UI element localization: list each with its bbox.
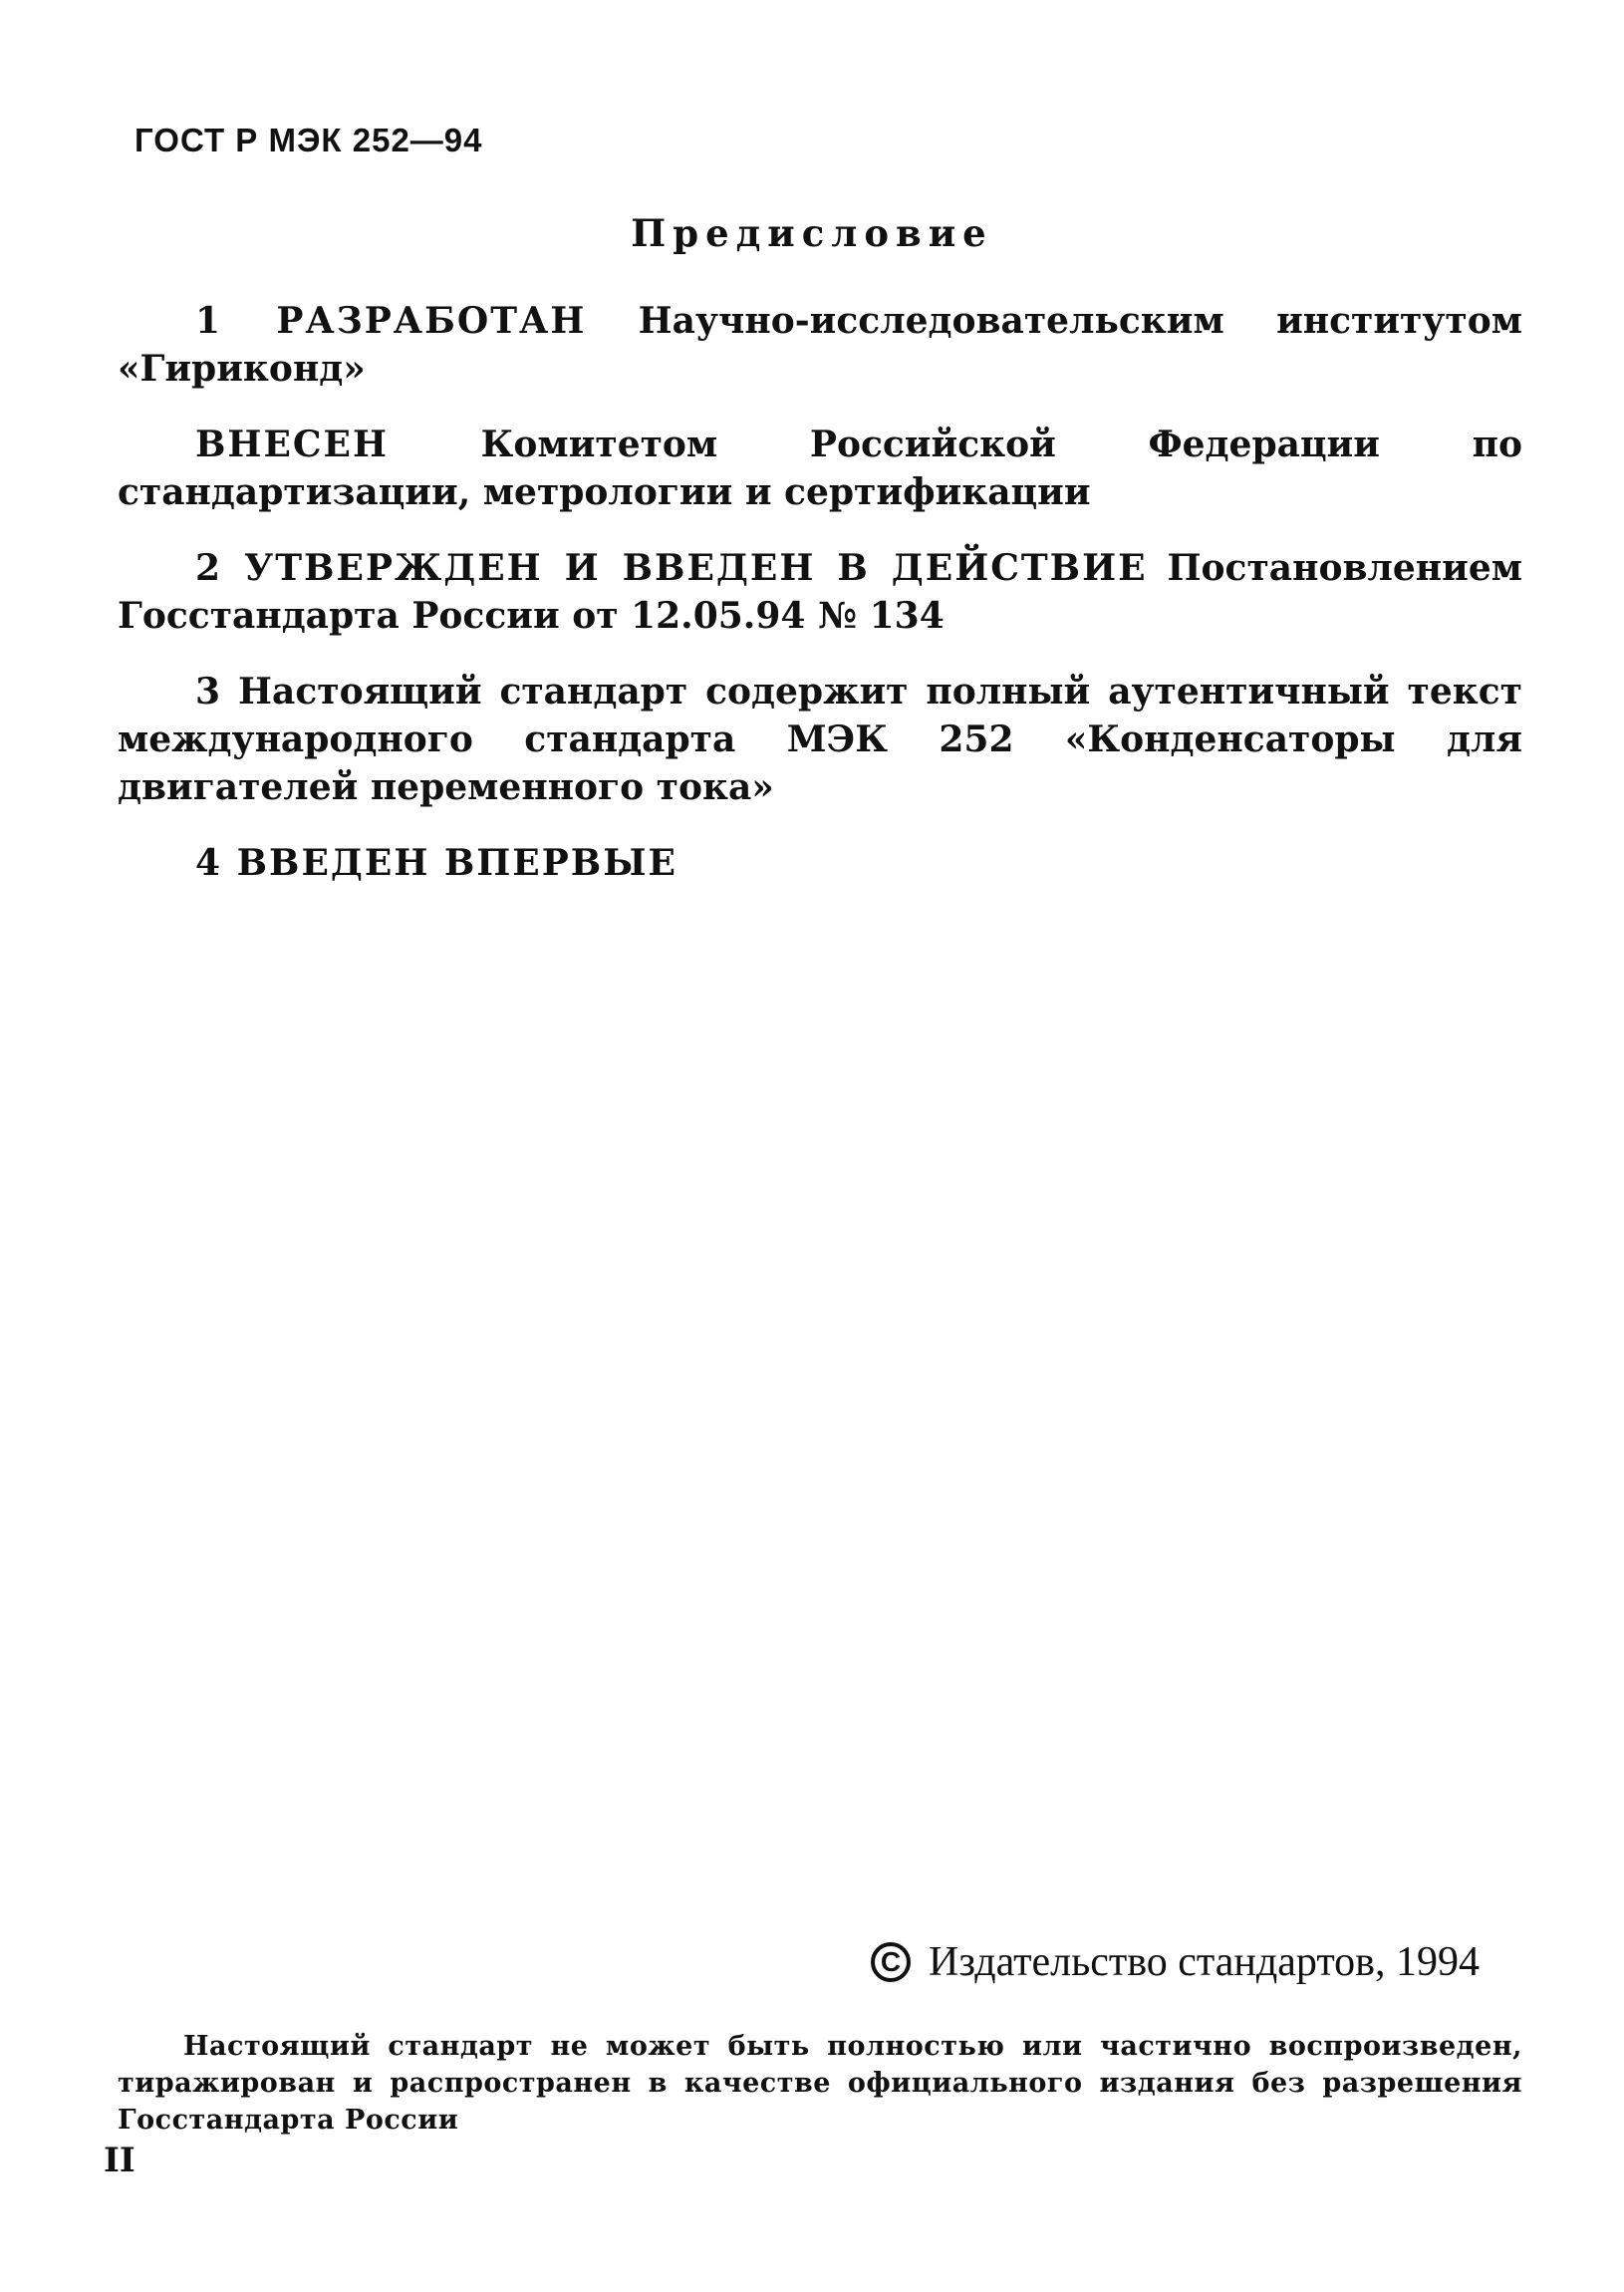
paragraph-developed	[118, 297, 1522, 393]
paragraph-lead: 4 ВВЕДЕН ВПЕРВЫЕ	[195, 842, 677, 884]
paragraph-text: Научно-исследовательским институтом «Гириконд»	[118, 300, 1522, 390]
copyright-line	[871, 1938, 1480, 1986]
paragraph-text: Комитетом Российской Федерации по стандартизации, метрологии и сертификации	[118, 424, 1522, 513]
paragraph-text: Настоящий стандарт содержит полный аутентичный текст международного стандарта МЭК 252 «Конденсаторы для двигателей переменного тока»	[118, 671, 1522, 808]
paragraph-lead: ВНЕСЕН	[195, 424, 389, 465]
paragraph-approved	[118, 544, 1522, 640]
paragraph-lead: 1 РАЗРАБОТАН	[195, 300, 587, 342]
paragraph-text: Постановлением Госстандарта России от 12.05.94 № 134	[118, 547, 1522, 637]
reproduction-notice: Настоящий стандарт не может быть полностью или частично воспроизведен, тиражирован и распространен в качестве официального издания без разрешения Госстандарта России	[118, 2031, 1522, 2136]
paragraph-lead: 2 УТВЕРЖДЕН И ВВЕДЕН В ДЕЙСТВИЕ	[195, 547, 1148, 589]
copyright-icon: C	[871, 1942, 911, 1982]
paragraph-submitted	[118, 421, 1522, 516]
foreword-body	[118, 297, 1522, 915]
paragraph-content	[118, 668, 1522, 811]
paragraph-lead: 3	[195, 671, 221, 713]
section-title: Предисловие	[631, 211, 993, 255]
document-code: ГОСТ Р МЭК 252—94	[135, 122, 483, 158]
copyright-text: Издательство стандартов, 1994	[929, 1939, 1480, 1985]
page-number: II	[104, 2141, 135, 2180]
paragraph-first-introduced	[118, 839, 1522, 887]
